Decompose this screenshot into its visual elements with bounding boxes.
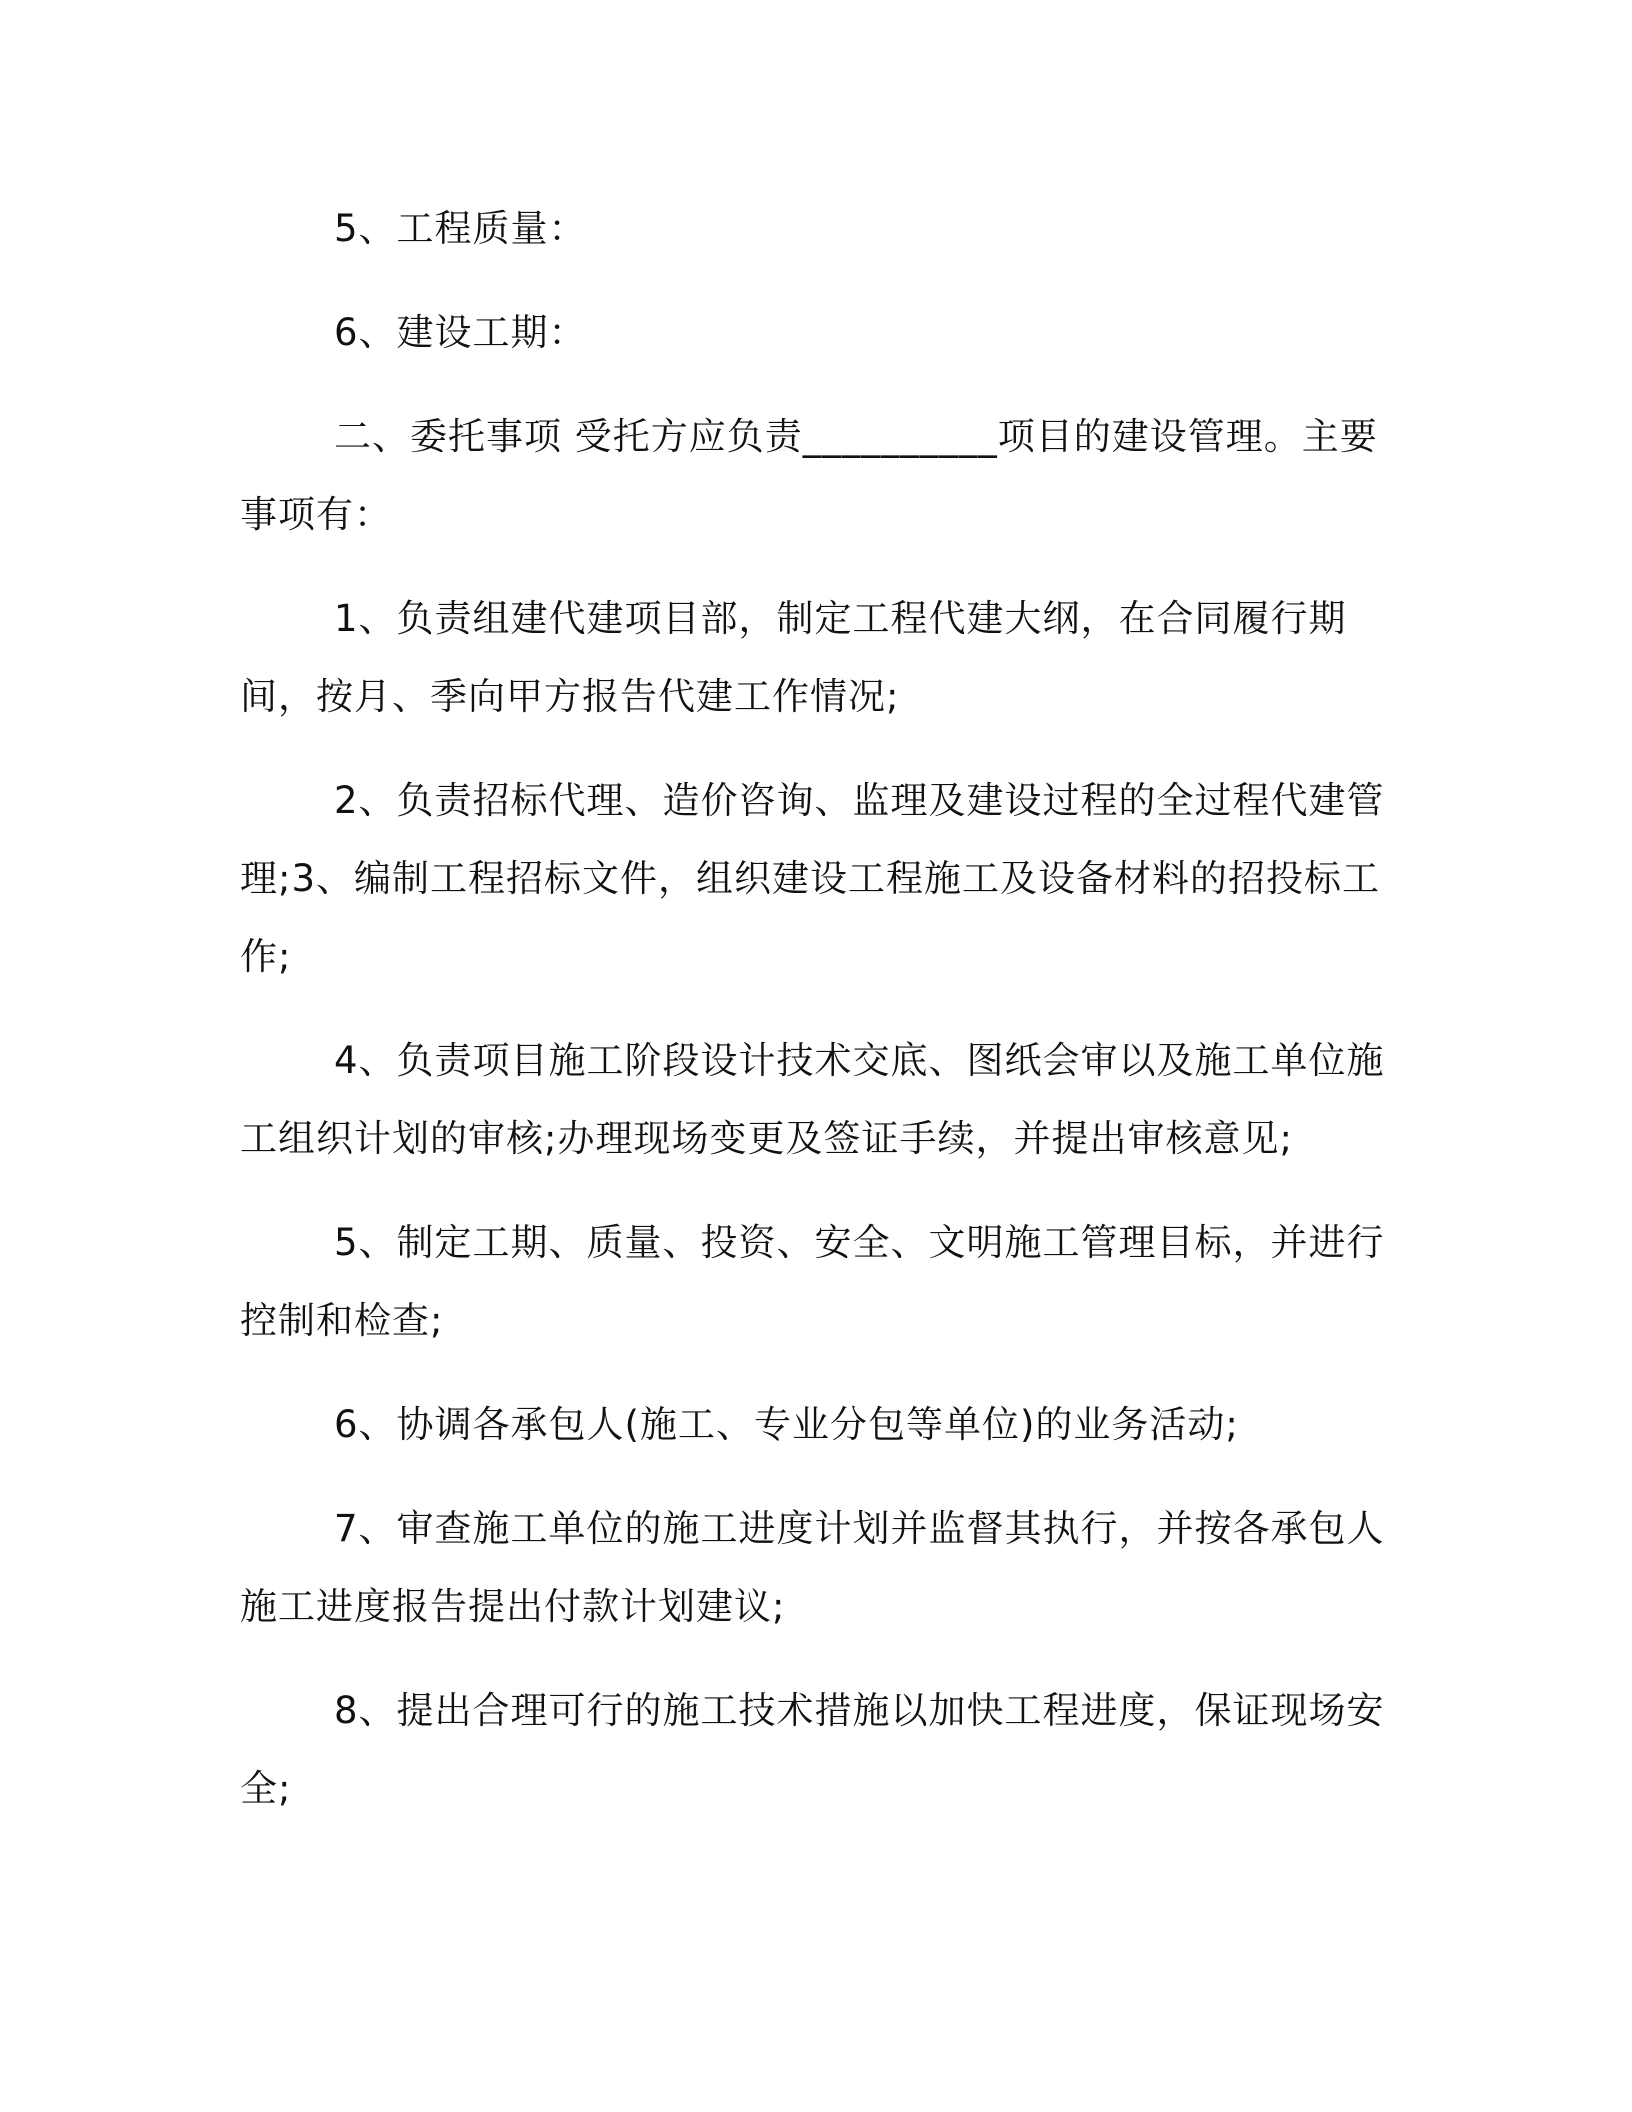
paragraph-quality: 5、工程质量： — [334, 207, 587, 250]
paragraph-item-5: 5、制定工期、质量、投资、安全、文明施工管理目标，并进行控制和检查; — [240, 1221, 1385, 1342]
paragraph-duration: 6、建设工期： — [334, 311, 587, 354]
paragraph-item-7: 7、审查施工单位的施工进度计划并监督其执行，并按各承包人施工进度报告提出付款计划建议; — [240, 1507, 1385, 1628]
paragraph-item-2-3: 2、负责招标代理、造价咨询、监理及建设过程的全过程代建管理;3、编制工程招标文件，组织建设工程施工及设备材料的招投标工作; — [240, 779, 1385, 978]
paragraph-item-1: 1、负责组建代建项目部，制定工程代建大纲，在合同履行期间，按月、季向甲方报告代建工作情况; — [240, 597, 1347, 718]
document-body — [240, 190, 1390, 1854]
paragraph-item-8: 8、提出合理可行的施工技术措施以加快工程进度，保证现场安全; — [240, 1689, 1385, 1810]
paragraph-item-4: 4、负责项目施工阶段设计技术交底、图纸会审以及施工单位施工组织计划的审核;办理现场变更及签证手续，并提出审核意见; — [240, 1039, 1385, 1160]
paragraph-entrusted-matters: 二、委托事项 受托方应负责__________项目的建设管理。主要事项有： — [240, 415, 1378, 536]
paragraph-item-6: 6、协调各承包人(施工、专业分包等单位)的业务活动; — [334, 1403, 1239, 1446]
